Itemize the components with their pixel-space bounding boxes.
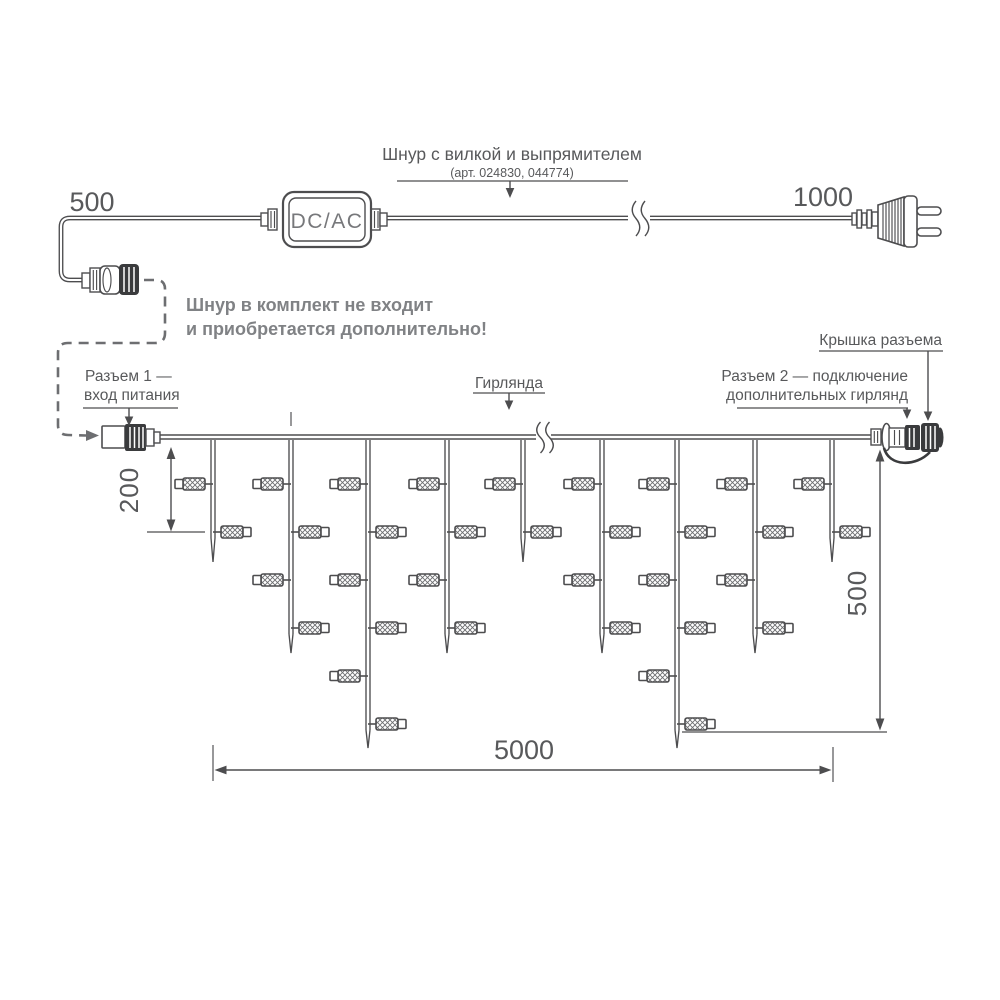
dimension-200-value: 200 — [114, 466, 144, 514]
cord-left-length-label: 500 — [69, 187, 115, 217]
led-lamp-icon — [717, 574, 755, 586]
power-cable — [61, 218, 853, 280]
led-lamp-icon — [447, 622, 485, 634]
converter-box — [261, 192, 387, 247]
led-lamp-icon — [564, 574, 602, 586]
cord-article: (арт. 024830, 044774) — [450, 166, 574, 180]
cord-right-length-label: 1000 — [792, 182, 854, 212]
dimension-5000-value: 5000 — [493, 735, 555, 765]
converter-label: DC/AC — [290, 210, 364, 233]
garland-drop — [409, 440, 485, 653]
garland-label — [473, 375, 545, 410]
led-lamp-icon — [523, 526, 561, 538]
connector2-label-line1: Разъем 2 — подключение — [721, 368, 908, 385]
led-lamp-icon — [677, 718, 715, 730]
led-lamp-icon — [330, 574, 368, 586]
dimension-500 — [682, 450, 887, 733]
led-lamp-icon — [755, 622, 793, 634]
led-lamp-icon — [253, 574, 291, 586]
connector2-label — [721, 368, 911, 419]
dimension-500-value: 500 — [842, 569, 872, 617]
led-lamp-icon — [409, 574, 447, 586]
connector2-label-line2: дополнительных гирлянд — [726, 387, 908, 404]
power-cord-section — [61, 144, 941, 295]
garland-break-icon — [537, 422, 554, 453]
garland-label-text: Гирлянда — [475, 375, 543, 392]
led-lamp-icon — [368, 622, 406, 634]
led-lamp-icon — [447, 526, 485, 538]
connector-cap-icon — [921, 423, 944, 452]
garland-section — [102, 412, 944, 748]
led-lamp-icon — [832, 526, 870, 538]
note-text — [186, 295, 487, 339]
garland-drop — [175, 440, 251, 562]
led-lamp-icon — [677, 526, 715, 538]
led-lamp-icon — [639, 478, 677, 490]
note-line1: Шнур в комплект не входит — [186, 295, 434, 315]
connector1-label-line2: вход питания — [84, 387, 180, 404]
led-lamp-icon — [330, 478, 368, 490]
led-lamp-icon — [485, 478, 523, 490]
led-lamp-icon — [291, 622, 329, 634]
led-lamp-icon — [330, 670, 368, 682]
dashed-connection-path — [58, 280, 165, 441]
led-lamp-icon — [564, 478, 602, 490]
led-lamp-icon — [368, 718, 406, 730]
power-plug-icon — [852, 196, 941, 247]
garland-drop — [564, 440, 640, 653]
led-lamp-icon — [639, 670, 677, 682]
garland-drop — [717, 440, 793, 653]
garland-drop — [253, 440, 329, 653]
garland-drop — [485, 440, 561, 562]
note-line2: и приобретается дополнительно! — [186, 319, 487, 339]
garland-drop — [330, 440, 406, 748]
led-lamp-icon — [755, 526, 793, 538]
garland-drops — [175, 440, 870, 748]
cap-label-text: Крышка разъема — [819, 332, 942, 349]
connector1-label — [83, 368, 180, 426]
led-lamp-icon — [639, 574, 677, 586]
cord-title-callout — [382, 144, 642, 198]
dimension-5000 — [213, 735, 833, 782]
led-lamp-icon — [213, 526, 251, 538]
led-lamp-icon — [794, 478, 832, 490]
cord-title: Шнур с вилкой и выпрямителем — [382, 144, 642, 164]
led-lamp-icon — [409, 478, 447, 490]
led-lamp-icon — [717, 478, 755, 490]
led-lamp-icon — [677, 622, 715, 634]
led-lamp-icon — [253, 478, 291, 490]
garland-drop — [794, 440, 870, 562]
connector1-label-line1: Разъем 1 — — [85, 368, 172, 385]
led-lamp-icon — [175, 478, 213, 490]
connector1-icon — [102, 424, 160, 451]
garland-drop — [639, 440, 715, 748]
led-lamp-icon — [602, 526, 640, 538]
cable-connector-icon — [82, 264, 139, 295]
led-lamp-icon — [368, 526, 406, 538]
led-lamp-icon — [291, 526, 329, 538]
led-lamp-icon — [602, 622, 640, 634]
cable-break-icon — [632, 201, 649, 236]
